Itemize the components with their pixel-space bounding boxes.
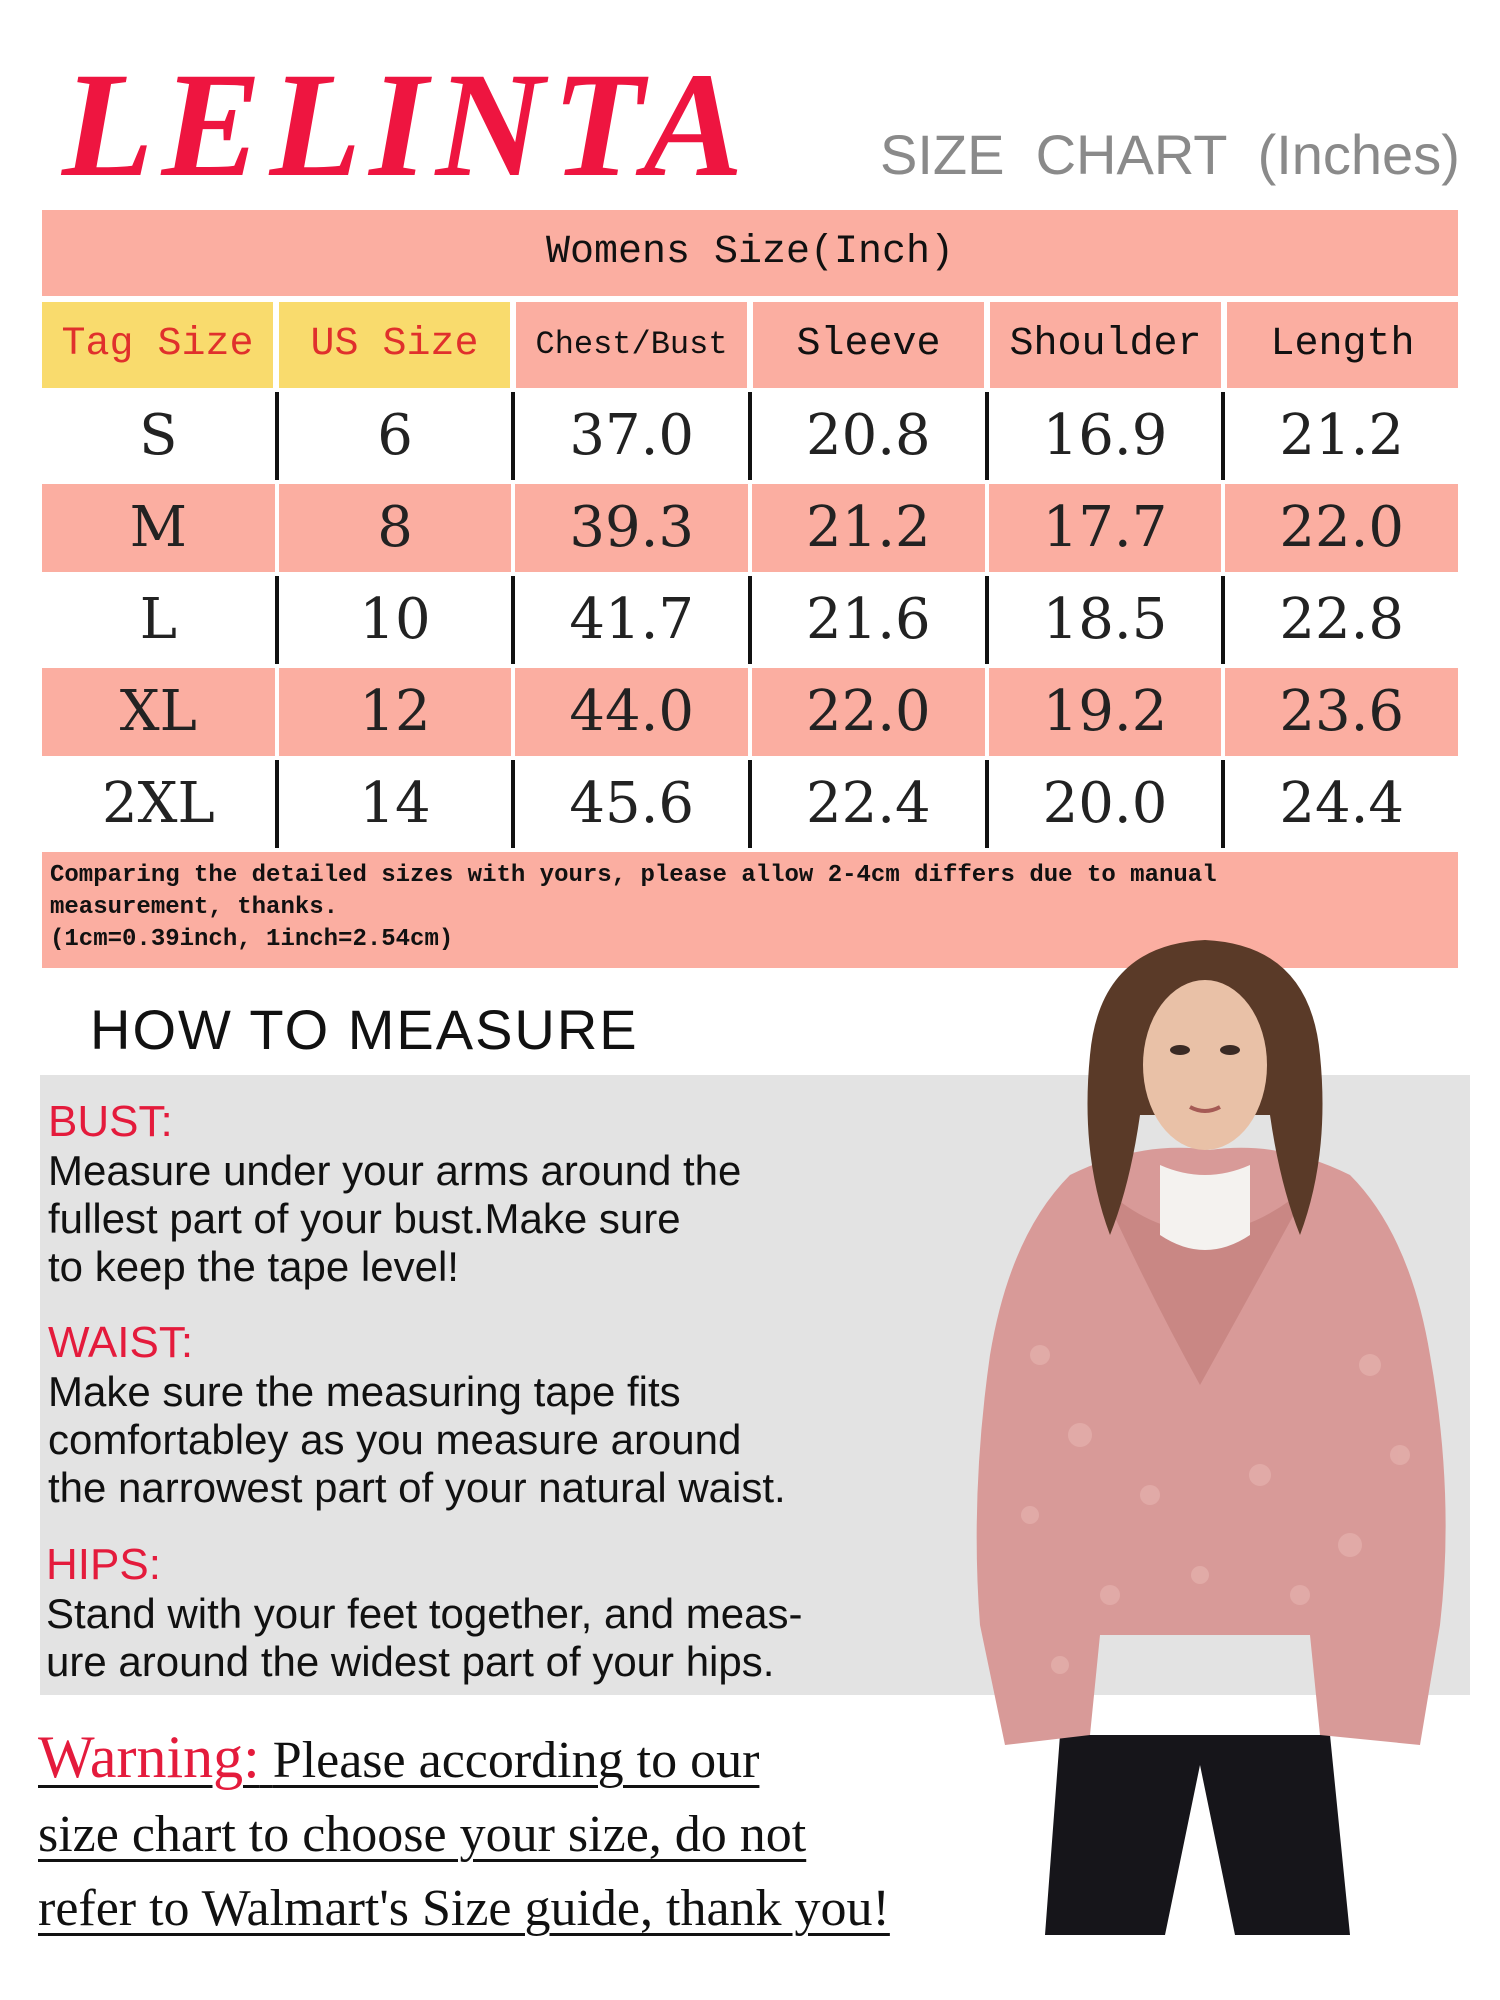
size-chart-table (42, 210, 1458, 968)
brand-logo: LELINTA (62, 42, 752, 208)
note-line: Comparing the detailed sizes with yours, please allow 2-4cm differs due to manual (50, 862, 1217, 889)
table-row (42, 576, 1458, 664)
hips-line: Stand with your feet together, and meas- (46, 1590, 803, 1637)
turtleneck-shape (1160, 1165, 1250, 1250)
cell-sleeve: 22.4 (752, 760, 989, 848)
face-shape (1143, 980, 1267, 1150)
how-to-measure-title: HOW TO MEASURE (90, 998, 639, 1061)
cell-shoulder: 17.7 (989, 484, 1226, 572)
right-eye-shape (1220, 1045, 1240, 1055)
hips-line: ure around the widest part of your hips. (46, 1638, 775, 1685)
cell-tag-size: 2XL (42, 760, 279, 848)
left-eye-shape (1170, 1045, 1190, 1055)
cell-sleeve: 20.8 (752, 392, 989, 480)
table-row (42, 760, 1458, 848)
cell-length: 24.4 (1279, 771, 1405, 836)
bust-line: to keep the tape level! (48, 1243, 459, 1290)
note-line: (1cm=0.39inch, 1inch=2.54cm) (50, 926, 454, 953)
cell-chest: 44.0 (515, 668, 752, 756)
header-length: Length (1227, 302, 1458, 388)
bust-line: fullest part of your bust.Make sure (48, 1195, 681, 1242)
cell-length: 22.0 (1279, 495, 1405, 560)
cell-shoulder: 16.9 (989, 392, 1226, 480)
header-us-size: US Size (279, 302, 510, 388)
cell-chest: 41.7 (515, 576, 752, 664)
cell-us-size: 6 (279, 392, 516, 480)
note-line: measurement, thanks. (50, 894, 339, 921)
cell-us-size: 8 (279, 484, 516, 572)
cell-us-size: 10 (279, 576, 516, 664)
cell-shoulder: 18.5 (989, 576, 1226, 664)
cell-length: 21.2 (1279, 403, 1405, 468)
cell-tag-size: M (42, 484, 279, 572)
cell-sleeve: 22.0 (752, 668, 989, 756)
bust-label: BUST: (48, 1097, 173, 1146)
warning-line (38, 1720, 1018, 1798)
chart-title: SIZE CHART (Inches) (880, 123, 1460, 186)
warning-line: refer to Walmart's Size guide, thank you! (38, 1880, 890, 1937)
cell-shoulder: 19.2 (989, 668, 1226, 756)
hips-text (46, 1590, 866, 1686)
table-header-row (42, 302, 1458, 388)
header-chest-bust: Chest/Bust (516, 302, 747, 388)
table-caption: Womens Size(Inch) (42, 210, 1458, 296)
cell-chest: 37.0 (515, 392, 752, 480)
cell-us-size: 12 (279, 668, 516, 756)
bust-text (48, 1147, 868, 1291)
hips-label: HIPS: (46, 1540, 161, 1589)
table-row (42, 484, 1458, 572)
cell-chest: 39.3 (515, 484, 752, 572)
warning-line: size chart to choose your size, do not (38, 1806, 807, 1863)
bust-line: Measure under your arms around the (48, 1147, 742, 1194)
cell-length: 22.8 (1279, 587, 1405, 652)
cell-shoulder: 20.0 (989, 760, 1226, 848)
warning-notice (38, 1720, 1018, 1946)
cell-tag-size: L (42, 576, 279, 664)
warning-text: Please according to our (272, 1732, 760, 1789)
waist-label: WAIST: (48, 1318, 194, 1367)
table-row (42, 668, 1458, 756)
model-photo (950, 935, 1460, 1940)
header-tag-size: Tag Size (42, 302, 273, 388)
header-sleeve: Sleeve (753, 302, 984, 388)
header-shoulder: Shoulder (990, 302, 1221, 388)
waist-text (48, 1368, 868, 1512)
cell-chest: 45.6 (515, 760, 752, 848)
table-row (42, 392, 1458, 480)
waist-line: comfortabley as you measure around (48, 1416, 742, 1463)
cell-tag-size: XL (42, 668, 279, 756)
pants-shape (1045, 1735, 1350, 1935)
cell-tag-size: S (42, 392, 279, 480)
waist-line: Make sure the measuring tape fits (48, 1368, 681, 1415)
cell-length: 23.6 (1279, 679, 1405, 744)
waist-line: the narrowest part of your natural waist. (48, 1464, 786, 1511)
warning-label: Warning: (38, 1724, 260, 1790)
cell-sleeve: 21.6 (752, 576, 989, 664)
cell-sleeve: 21.2 (752, 484, 989, 572)
cell-us-size: 14 (279, 760, 516, 848)
